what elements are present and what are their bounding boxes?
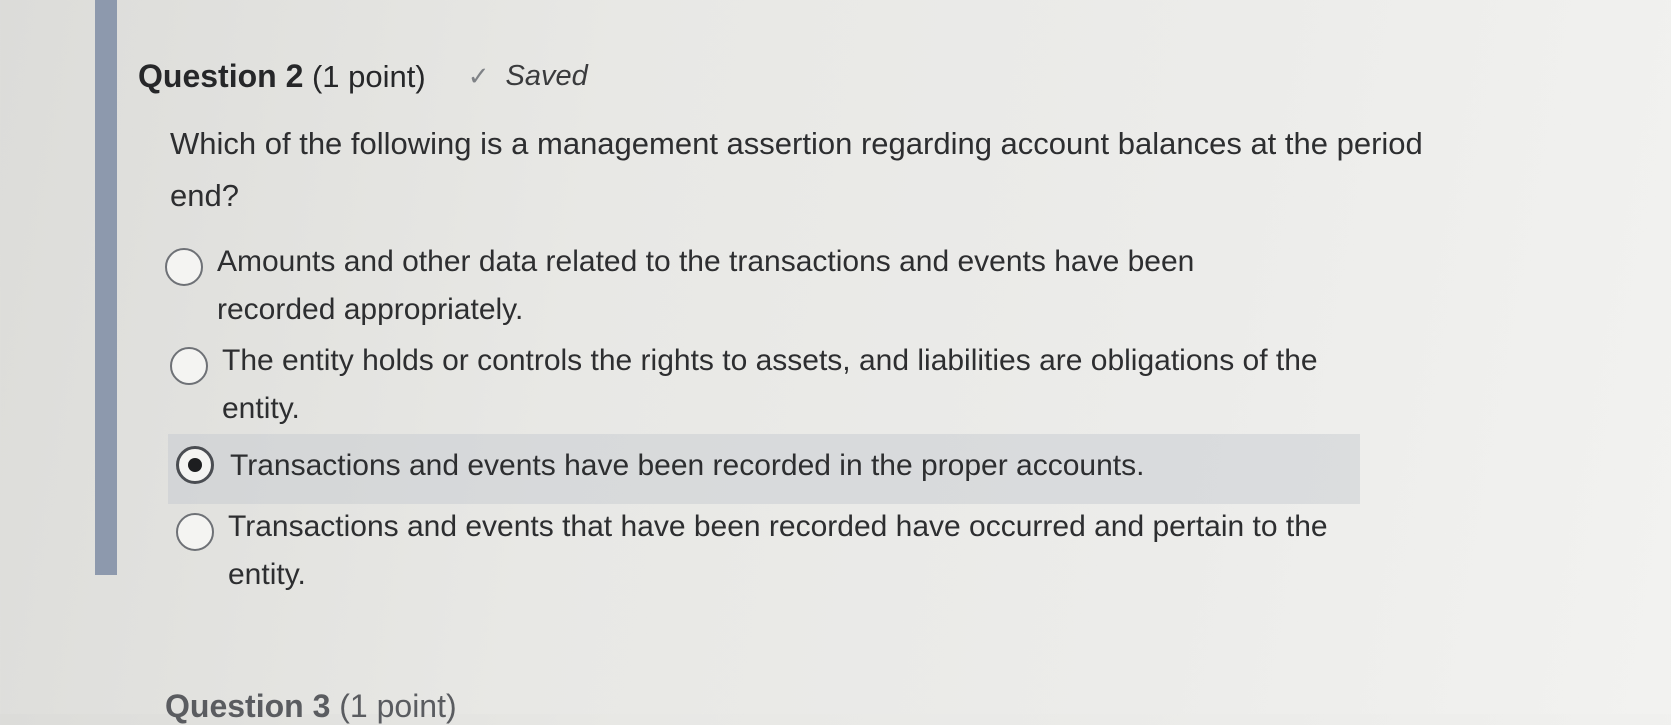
radio-button-icon[interactable] — [176, 513, 214, 551]
radio-button-selected-icon[interactable] — [176, 446, 214, 484]
radio-button-icon[interactable] — [165, 248, 203, 286]
answer-option-label: Amounts and other data related to the transactions and events have been recorded appropriately. — [217, 245, 1195, 326]
question-header — [138, 58, 588, 95]
answer-option-3[interactable] — [168, 434, 1360, 504]
question-points: (1 point) — [311, 58, 426, 94]
saved-status: Saved — [505, 60, 588, 92]
answer-option-1[interactable] — [165, 238, 1295, 334]
next-question-title: Question 3 — [165, 688, 331, 724]
answer-option-label: Transactions and events that have been recorded have occurred and pertain to the entity. — [228, 510, 1328, 591]
radio-button-icon[interactable] — [170, 347, 208, 385]
next-question-header — [165, 688, 457, 725]
answer-option-label: Transactions and events have been recorded in the proper accounts. — [230, 449, 1145, 482]
radio-dot-icon — [188, 458, 202, 472]
question-accent-bar — [95, 0, 117, 575]
next-question-points: (1 point) — [339, 688, 457, 724]
question-title: Question 2 — [138, 58, 304, 94]
checkmark-icon: ✓ — [467, 61, 490, 91]
question-text: Which of the following is a management assertion regarding account balances at the period end? — [170, 126, 1423, 213]
answer-option-4[interactable] — [176, 503, 1366, 599]
answer-option-label: The entity holds or controls the rights to assets, and liabilities are obligations of the entity. — [222, 344, 1318, 425]
answer-option-2[interactable] — [170, 337, 1370, 433]
